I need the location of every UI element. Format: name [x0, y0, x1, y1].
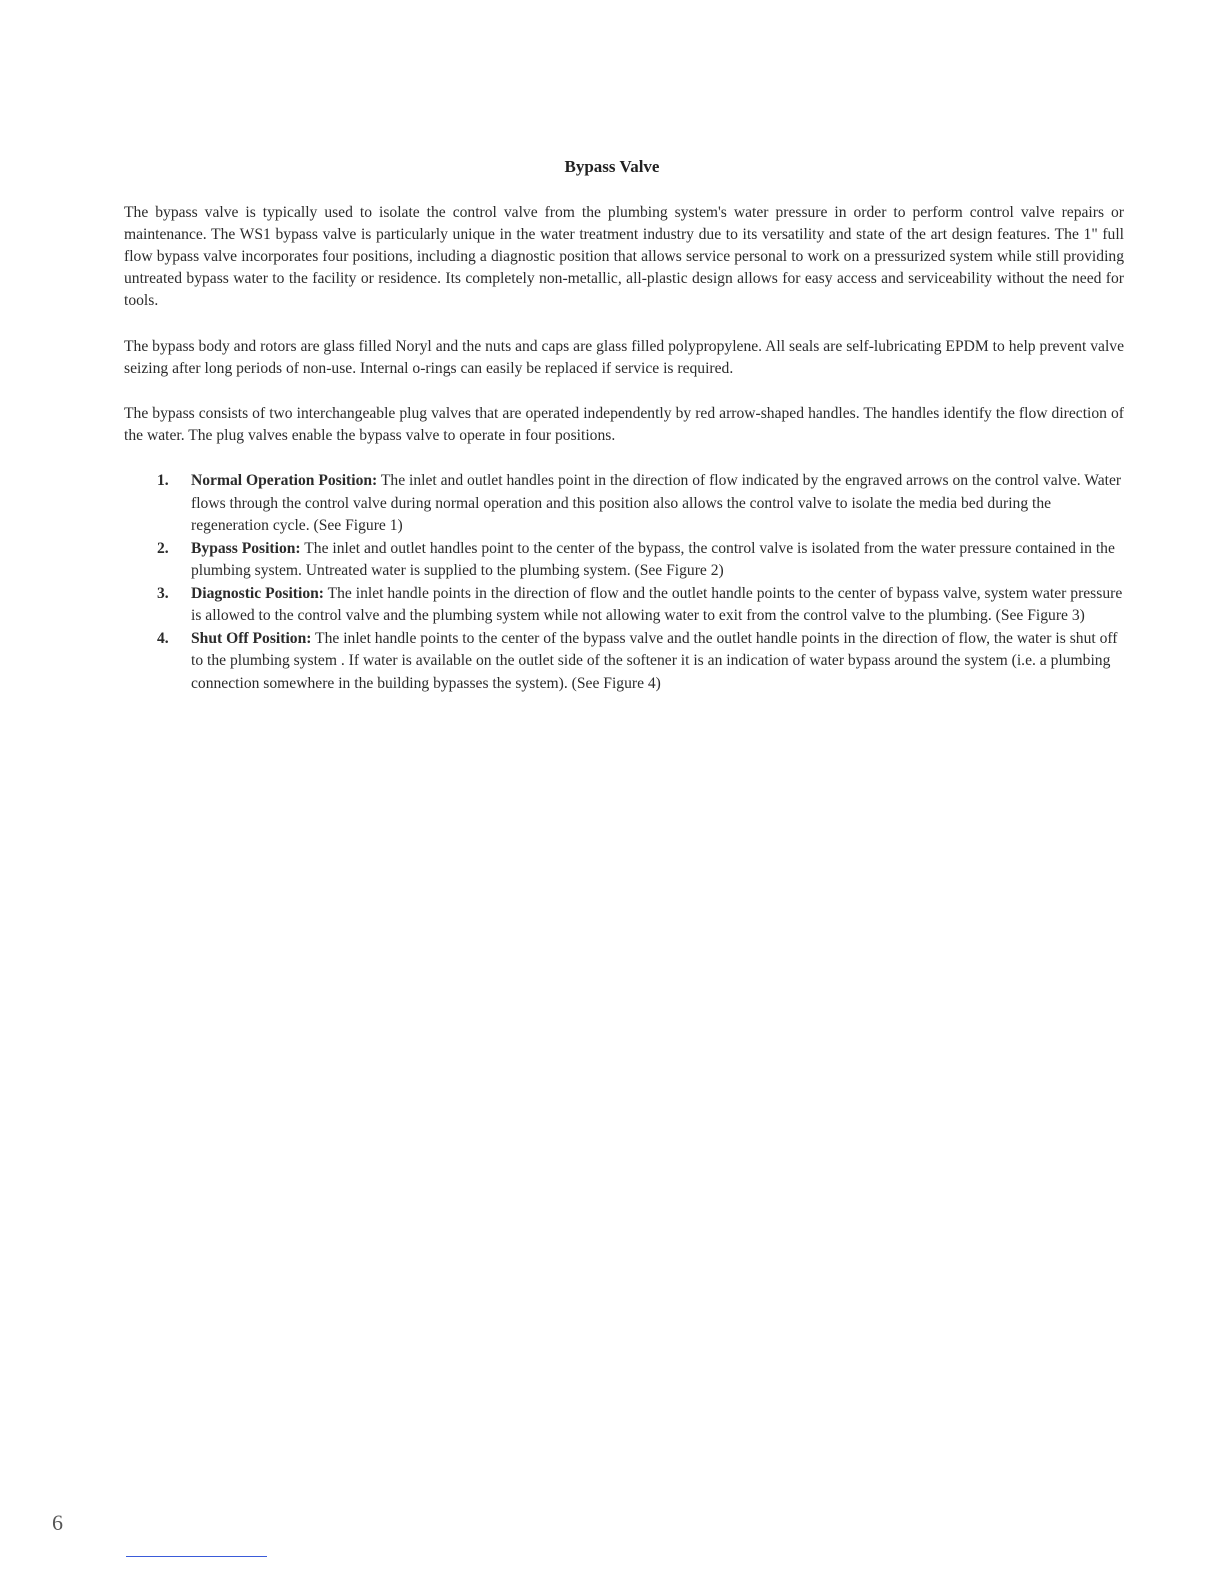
list-item-term: Bypass Position: [191, 539, 301, 557]
positions-list [124, 470, 1124, 695]
list-item-text: The inlet and outlet handles point in the direction of flow indicated by the engraved arrows on the control valve. Water flows through the control valve during normal operation and this position also allows the control valve to isolate the media bed during the regeneration cycle. (See Figure 1) [191, 472, 1122, 534]
list-item-term: Shut Off Position: [191, 629, 312, 647]
list-item-text: The inlet handle points to the center of the bypass valve and the outlet handle points in the direction of flow, the water is shut off to the plumbing system . If water is available on the outlet side of the softener it is an indication of water bypass around the system (i.e. a plumbing connection somewhere in the building bypasses the system). (See Figure 4) [191, 629, 1118, 692]
materials-paragraph: The bypass body and rotors are glass filled Noryl and the nuts and caps are glass filled polypropylene. All seals are self-lubricating EPDM to help prevent valve seizing after long periods of non-use. Internal o-rings can easily be replaced if service is required. [124, 338, 1124, 377]
page-number: 6 [52, 1510, 63, 1535]
list-item-term: Normal Operation Position: [191, 472, 378, 489]
list-item [124, 628, 1124, 696]
operation-paragraph: The bypass consists of two interchangeable plug valves that are operated independently by red arrow-shaped handles. The handles identify the flow direction of the water. The plug valves enable the bypass valve to operate in four positions. [124, 405, 1124, 444]
intro-paragraph: The bypass valve is typically used to isolate the control valve from the plumbing system's water pressure in order to perform control valve repairs or maintenance. The WS1 bypass valve is particularly unique in the water treatment industry due to its versatility and state of the art design features. The 1" full flow bypass valve incorporates four positions, including a diagnostic position that allows service personal to work on a pressurized system while still providing untreated bypass water to the facility or residence. Its completely non-metallic, all-plastic design allows for easy access and serviceability without the need for tools. [124, 204, 1124, 309]
list-item-number: 1. [157, 472, 169, 489]
list-item [124, 470, 1124, 538]
list-item-text: The inlet and outlet handles point to the center of the bypass, the control valve is isolated from the water pressure contained in the plumbing system. Untreated water is supplied to the plumbing system. (See Figure 2) [191, 539, 1115, 579]
list-item-text: The inlet handle points in the direction of flow and the outlet handle points to the center of bypass valve, system water pressure is allowed to the control valve and the plumbing system while not allowing water to exit from the control valve to the plumbing. (See Figure 3) [191, 584, 1123, 624]
list-item-term: Diagnostic Position: [191, 584, 324, 602]
list-item-number: 4. [157, 629, 169, 647]
page-title: Bypass Valve [564, 157, 660, 176]
footer-rule [126, 1556, 267, 1557]
list-item [124, 538, 1124, 583]
list-item-number: 3. [157, 584, 169, 602]
list-item [124, 583, 1124, 628]
list-item-number: 2. [157, 539, 169, 557]
